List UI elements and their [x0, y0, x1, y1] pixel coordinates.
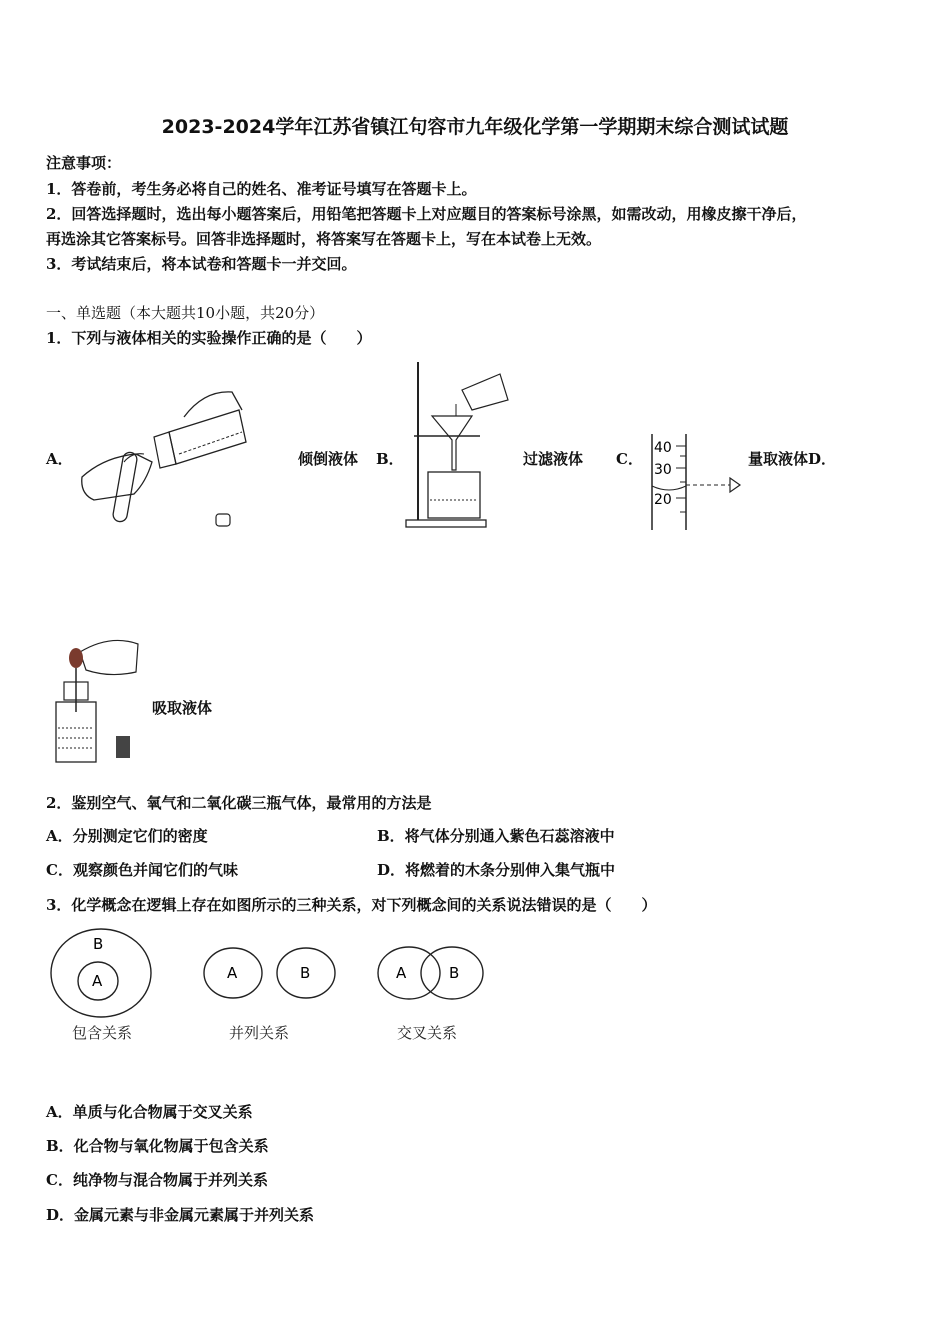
notice-item: 3．考试结束后，将本试卷和答题卡一并交回。	[46, 255, 357, 273]
q2-option-a: A．分别测定它们的密度	[46, 827, 208, 845]
option-c-label: C．	[616, 450, 643, 468]
relation-inclusion-label: 包含关系	[72, 1024, 133, 1042]
relation-parallel-label: 并列关系	[229, 1024, 290, 1042]
relation-intersection-label: 交叉关系	[397, 1024, 458, 1042]
q3-option-a: A．单质与化合物属于交叉关系	[46, 1103, 253, 1121]
cylinder-tick-40: 40	[654, 440, 672, 456]
set-b-label: B	[449, 964, 460, 982]
q2-option-c: C．观察颜色并闻它们的气味	[46, 861, 238, 879]
q2-option-b: B．将气体分别通入紫色石蕊溶液中	[377, 827, 615, 845]
q3-option-d: D．金属元素与非金属元素属于并列关系	[46, 1206, 315, 1224]
notice-item: 再选涂其它答案标号。回答非选择题时，将答案写在答题卡上，写在本试卷上无效。	[46, 230, 602, 248]
q2-option-d: D．将燃着的木条分别伸入集气瓶中	[377, 861, 616, 879]
set-a-label: A	[227, 964, 238, 982]
filter-liquid-illustration	[400, 360, 515, 530]
option-c-caption: 量取液体D．	[748, 450, 837, 468]
option-b-caption: 过滤液体	[523, 450, 584, 468]
notice-heading: 注意事项：	[46, 154, 122, 172]
question-1-stem: 1．下列与液体相关的实验操作正确的是（ ）	[46, 329, 372, 347]
notice-item: 2．回答选择题时，选出每小题答案后，用铅笔把答题卡上对应题目的答案标号涂黑，如需改动，用橡皮擦干净后，	[46, 205, 807, 223]
set-b-label: B	[93, 935, 104, 953]
question-2-stem: 2．鉴别空气、氧气和二氧化碳三瓶气体，最常用的方法是	[46, 794, 432, 812]
q3-option-c: C．纯净物与混合物属于并列关系	[46, 1171, 268, 1189]
option-a-label: A．	[46, 450, 73, 468]
question-3-stem: 3．化学概念在逻辑上存在如图所示的三种关系，对下列概念间的关系说法错误的是（ ）	[46, 896, 657, 914]
notice-item: 1．答卷前，考生务必将自己的姓名、准考证号填写在答题卡上。	[46, 180, 477, 198]
q3-option-b: B．化合物与氧化物属于包含关系	[46, 1137, 269, 1155]
option-d-caption: 吸取液体	[152, 699, 213, 717]
option-b-label: B．	[376, 450, 404, 468]
page-title: 2023-2024学年江苏省镇江句容市九年级化学第一学期期末综合测试试题	[161, 116, 789, 138]
section-heading: 一、单选题（本大题共10小题，共20分）	[46, 304, 325, 322]
measure-liquid-illustration	[646, 432, 746, 532]
pour-liquid-illustration	[74, 382, 254, 532]
set-b-label: B	[300, 964, 311, 982]
cylinder-tick-30: 30	[654, 462, 672, 478]
option-a-caption: 倾倒液体	[298, 450, 359, 468]
set-a-label: A	[396, 964, 407, 982]
set-relations-diagram	[44, 925, 494, 1025]
set-a-label: A	[92, 972, 103, 990]
dropper-liquid-illustration	[50, 632, 145, 767]
cylinder-tick-20: 20	[654, 492, 672, 508]
